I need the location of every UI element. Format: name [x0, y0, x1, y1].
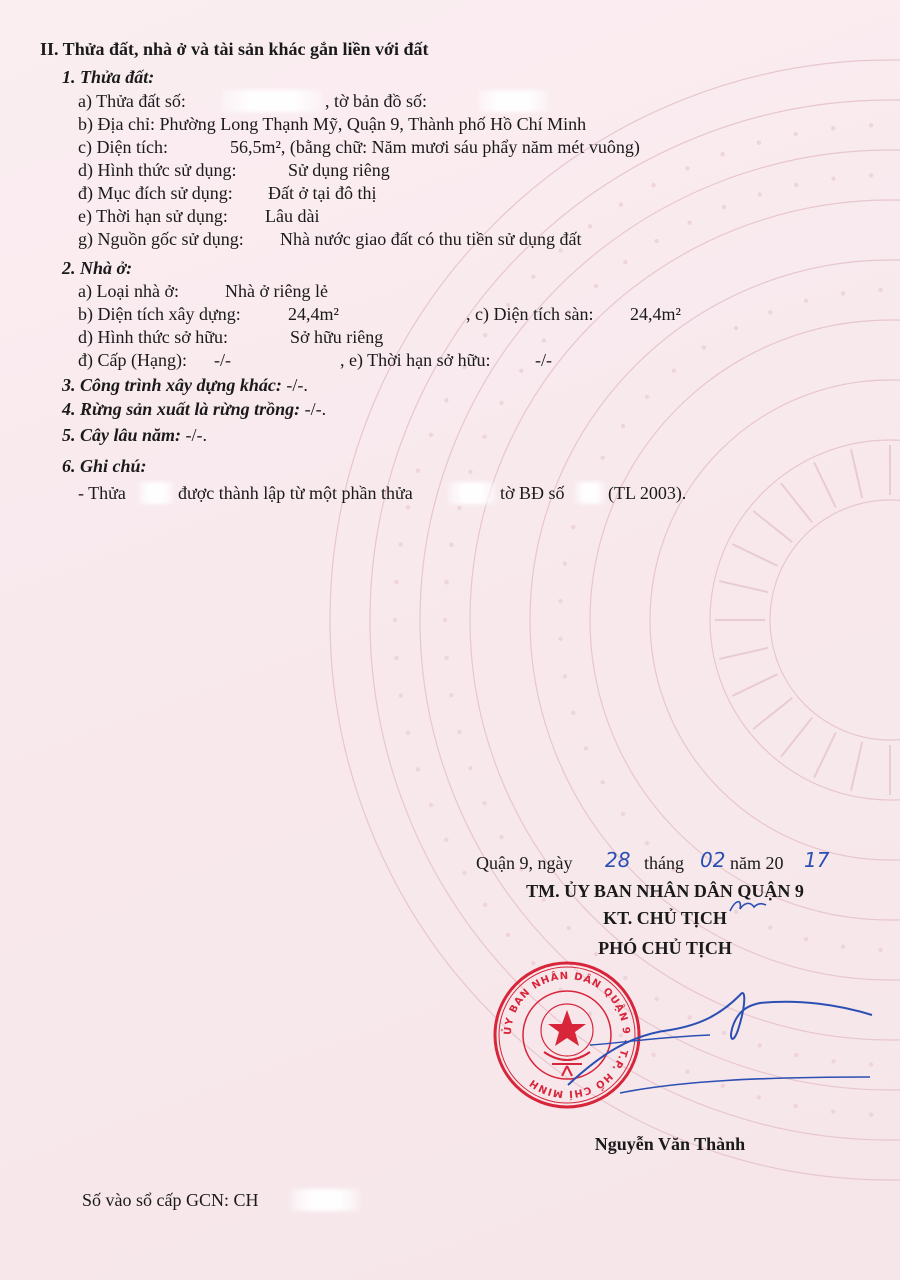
redacted-note-map-sheet [575, 482, 605, 504]
other-works-row [62, 374, 308, 396]
trees-row [62, 424, 207, 446]
sign-date-day: 28 [605, 848, 631, 872]
house-build-area-label: b) Diện tích xây dựng: [78, 304, 241, 324]
house-type-label: a) Loại nhà ở: [78, 281, 179, 301]
sign-org: TM. ỦY BAN NHÂN DÂN QUẬN 9 [526, 881, 804, 901]
land-origin-label: g) Nguồn gốc sử dụng: [78, 229, 244, 249]
house-heading: 2. Nhà ở: [62, 258, 133, 278]
sign-date-year-label: năm 20 [730, 853, 784, 873]
land-parcel-number-label: a) Thửa đất số: [78, 91, 186, 111]
notes-text-1: - Thửa [78, 483, 126, 503]
house-ownership-value: Sở hữu riêng [290, 327, 384, 347]
forest-row [62, 398, 326, 420]
house-type-value: Nhà ở riêng lẻ [225, 281, 328, 301]
land-map-sheet-label: , tờ bản đồ số: [325, 91, 428, 111]
house-grade-value: -/- [214, 350, 231, 370]
sign-date-month-label: tháng [644, 853, 684, 873]
sign-role-1: KT. CHỦ TỊCH [603, 908, 727, 928]
land-term-value: Lâu dài [265, 206, 320, 226]
house-floor-area-value: 24,4m² [630, 304, 681, 324]
land-area-value: 56,5m², (bằng chữ: Năm mươi sáu phẩy năm mét vuông) [230, 137, 640, 157]
sign-role-2: PHÓ CHỦ TỊCH [598, 938, 732, 958]
house-floor-area-label: , c) Diện tích sàn: [466, 304, 594, 324]
redacted-gcn-number [290, 1189, 360, 1211]
house-term-label: , e) Thời hạn sở hữu: [340, 350, 491, 370]
forest-heading: 4. Rừng sản xuất là rừng trồng: [62, 399, 301, 419]
notes-text-2: được thành lập từ một phần thửa [178, 483, 413, 503]
house-ownership-label: d) Hình thức sở hữu: [78, 327, 229, 347]
gcn-register-label: Số vào sổ cấp GCN: CH [82, 1190, 259, 1210]
notes-text-3: tờ BĐ số [500, 483, 565, 503]
land-use-form-label: d) Hình thức sử dụng: [78, 160, 237, 180]
house-grade-label: đ) Cấp (Hạng): [78, 350, 187, 370]
notes-text-4: (TL 2003). [608, 483, 687, 503]
signer-name: Nguyễn Văn Thành [594, 1134, 746, 1154]
redacted-note-source-parcel [448, 482, 496, 504]
sign-date-year: 17 [804, 848, 830, 872]
land-purpose-value: Đất ở tại đô thị [268, 183, 377, 203]
redacted-parcel-number [222, 90, 322, 112]
forest-value: -/-. [304, 399, 327, 419]
sign-date-month: 02 [700, 848, 726, 872]
redacted-note-parcel [138, 482, 174, 504]
section-title: II. Thửa đất, nhà ở và tài sản khác gắn liền với đất [40, 39, 429, 59]
other-works-value: -/-. [286, 375, 308, 395]
initials-mark [728, 895, 768, 917]
land-use-form-value: Sử dụng riêng [288, 160, 390, 180]
seal-text: ỦY BAN NHÂN DÂN QUẬN 9 - T.P. HỒ CHÍ MINH [502, 970, 632, 1100]
trees-value: -/-. [185, 425, 208, 445]
land-heading: 1. Thửa đất: [62, 67, 155, 87]
notes-heading: 6. Ghi chú: [62, 456, 147, 476]
land-purpose-label: đ) Mục đích sử dụng: [78, 183, 233, 203]
trees-heading: 5. Cây lâu năm: [62, 425, 182, 445]
house-term-value: -/- [535, 350, 552, 370]
sign-date-prefix: Quận 9, ngày [476, 853, 573, 873]
land-origin-value: Nhà nước giao đất có thu tiền sử dụng đất [280, 229, 582, 249]
redacted-map-sheet [478, 90, 548, 112]
house-build-area-value: 24,4m² [288, 304, 339, 324]
land-address: b) Địa chỉ: Phường Long Thạnh Mỹ, Quận 9, Thành phố Hồ Chí Minh [78, 114, 587, 134]
land-term-label: e) Thời hạn sử dụng: [78, 206, 228, 226]
land-area-label: c) Diện tích: [78, 137, 168, 157]
handwritten-signature [560, 975, 880, 1105]
other-works-heading: 3. Công trình xây dựng khác: [62, 375, 282, 395]
